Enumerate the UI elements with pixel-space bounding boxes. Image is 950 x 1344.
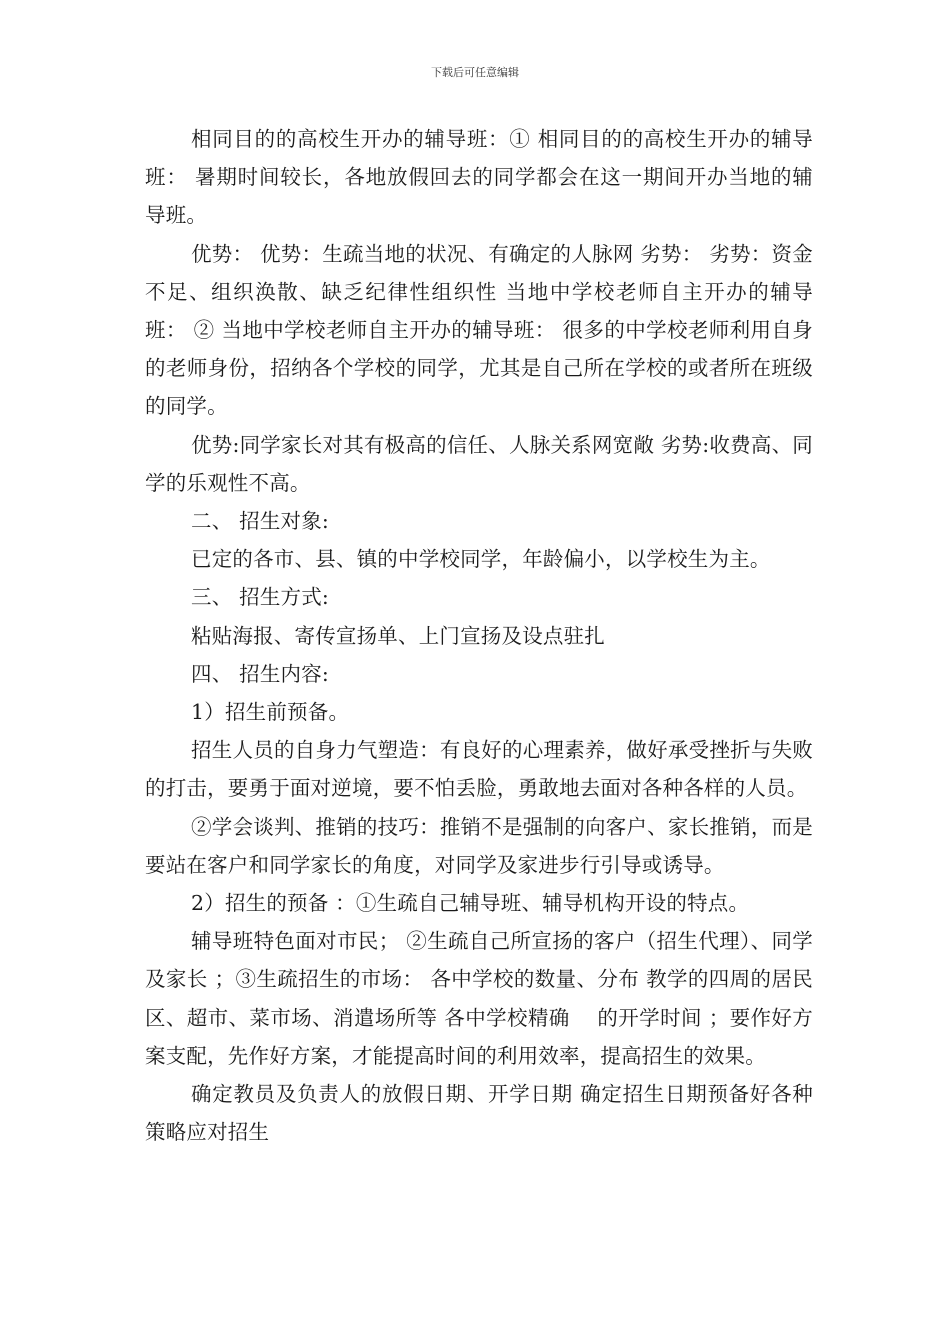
paragraph-5: 粘贴海报、寄传宣扬单、上门宣扬及设点驻扎 [191, 623, 605, 648]
paragraph-1: 相同目的的高校生开办的辅导班：① 相同目的的高校生开办的辅导班： 暑期时间较长，各地放假回去的同学都会在这一期间开办当地的辅导班。 [145, 127, 813, 228]
paragraph-3: 优势:同学家长对其有极高的信任、人脉关系网宽敞 劣势:收费高、同学的乐观性不高。 [145, 432, 813, 495]
paragraph-6: 招生人员的自身力气塑造：有良好的心理素养，做好承受挫折与失败的打击，要勇于面对逆境，要不怕丢脸，勇敢地去面对各种各样的人员。 [145, 738, 813, 801]
page-header-note: 下载后可任意编辑 [431, 66, 519, 79]
paragraph-2: 优势： 优势：生疏当地的状况、有确定的人脉网 劣势： 劣势：资金不足、组织涣散、缺乏纪律性组织性 当地中学校老师自主开办的辅导班： ② 当地中学校老师自主开办的辅导班： 很多的中学校老师利用自身的老师身份，招纳各个学校的同学，尤其是自己所在学校的或者所在班级的同学。 [145, 241, 813, 419]
paragraph-8: 辅导班特色面对市民； ②生疏自己所宣扬的客户（招生代理）、同学及家长 ；③生疏招生的市场： 各中学校的数量、分布 教学的四周的居民区、超市、菜市场、消遣场所等 各中学校精确 的开学时间 ；要作好方案支配，先作好方案，才能提高时间的利用效率，提高招生的效果。 [145, 929, 813, 1068]
paragraph-7: ②学会谈判、推销的技巧：推销不是强制的向客户、家长推销，而是要站在客户和同学家长的角度，对同学及家进步行引导或诱导。 [145, 814, 813, 877]
section-heading-method: 三、 招生方式: [191, 585, 330, 610]
document-body [145, 120, 813, 1151]
section-heading-content: 四、 招生内容: [191, 661, 330, 686]
subheading-2: 2）招生的预备 ：①生疏自己辅导班、辅导机构开设的特点。 [191, 891, 750, 916]
subheading-1: 1）招生前预备。 [191, 700, 350, 725]
paragraph-4: 已定的各市、县、镇的中学校同学，年龄偏小，以学校生为主。 [191, 547, 771, 572]
section-heading-target: 二、 招生对象: [191, 509, 330, 534]
paragraph-9: 确定教员及负责人的放假日期、开学日期 确定招生日期预备好各种策略应对招生 [145, 1082, 813, 1145]
